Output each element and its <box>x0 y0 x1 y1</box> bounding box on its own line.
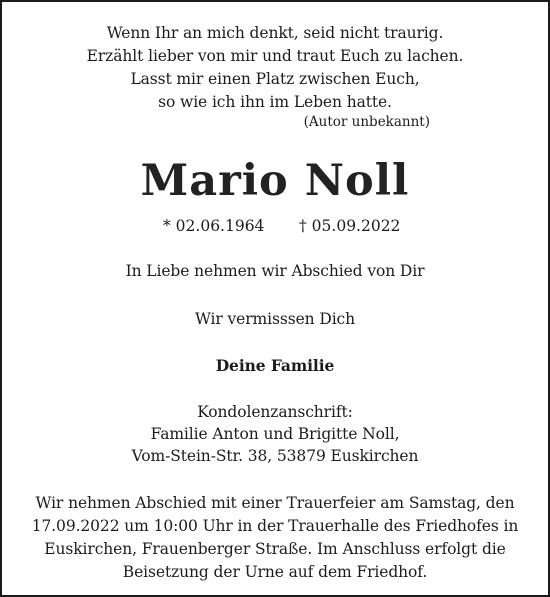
ceremony-line-4: Beisetzung der Urne auf dem Friedhof. <box>122 563 428 581</box>
poem-line-4: so wie ich ihn im Leben hatte. <box>158 93 392 111</box>
birth-date: * 02.06.1964 <box>163 217 265 235</box>
poem-author: (Autor unbekannt) <box>303 114 430 130</box>
farewell-text: In Liebe nehmen wir Abschied von Dir <box>125 262 425 280</box>
condolence-heading: Kondolenzanschrift: <box>197 403 353 421</box>
poem-line-2: Erzählt lieber von mir und traut Euch zu lachen. <box>86 47 464 65</box>
ceremony-line-3: Euskirchen, Frauenberger Straße. Im Anschluss erfolgt die <box>44 540 506 558</box>
poem-line-3: Lasst mir einen Platz zwischen Euch, <box>130 70 420 88</box>
family-signature: Deine Familie <box>215 356 335 375</box>
deceased-name: Mario Noll <box>140 156 410 206</box>
poem-line-1: Wenn Ihr an mich denkt, seid nicht traurig. <box>106 24 444 42</box>
ceremony-line-2: 17.09.2022 um 10:00 Uhr in der Trauerhalle des Friedhofes in <box>31 517 519 535</box>
death-date: † 05.09.2022 <box>299 217 401 235</box>
condolence-name: Familie Anton und Brigitte Noll, <box>150 425 400 443</box>
ceremony-line-1: Wir nehmen Abschied mit einer Trauerfeier am Samstag, den <box>35 494 515 512</box>
missing-text: Wir vermisssen Dich <box>194 310 356 328</box>
condolence-address: Vom-Stein-Str. 38, 53879 Euskirchen <box>131 447 419 465</box>
